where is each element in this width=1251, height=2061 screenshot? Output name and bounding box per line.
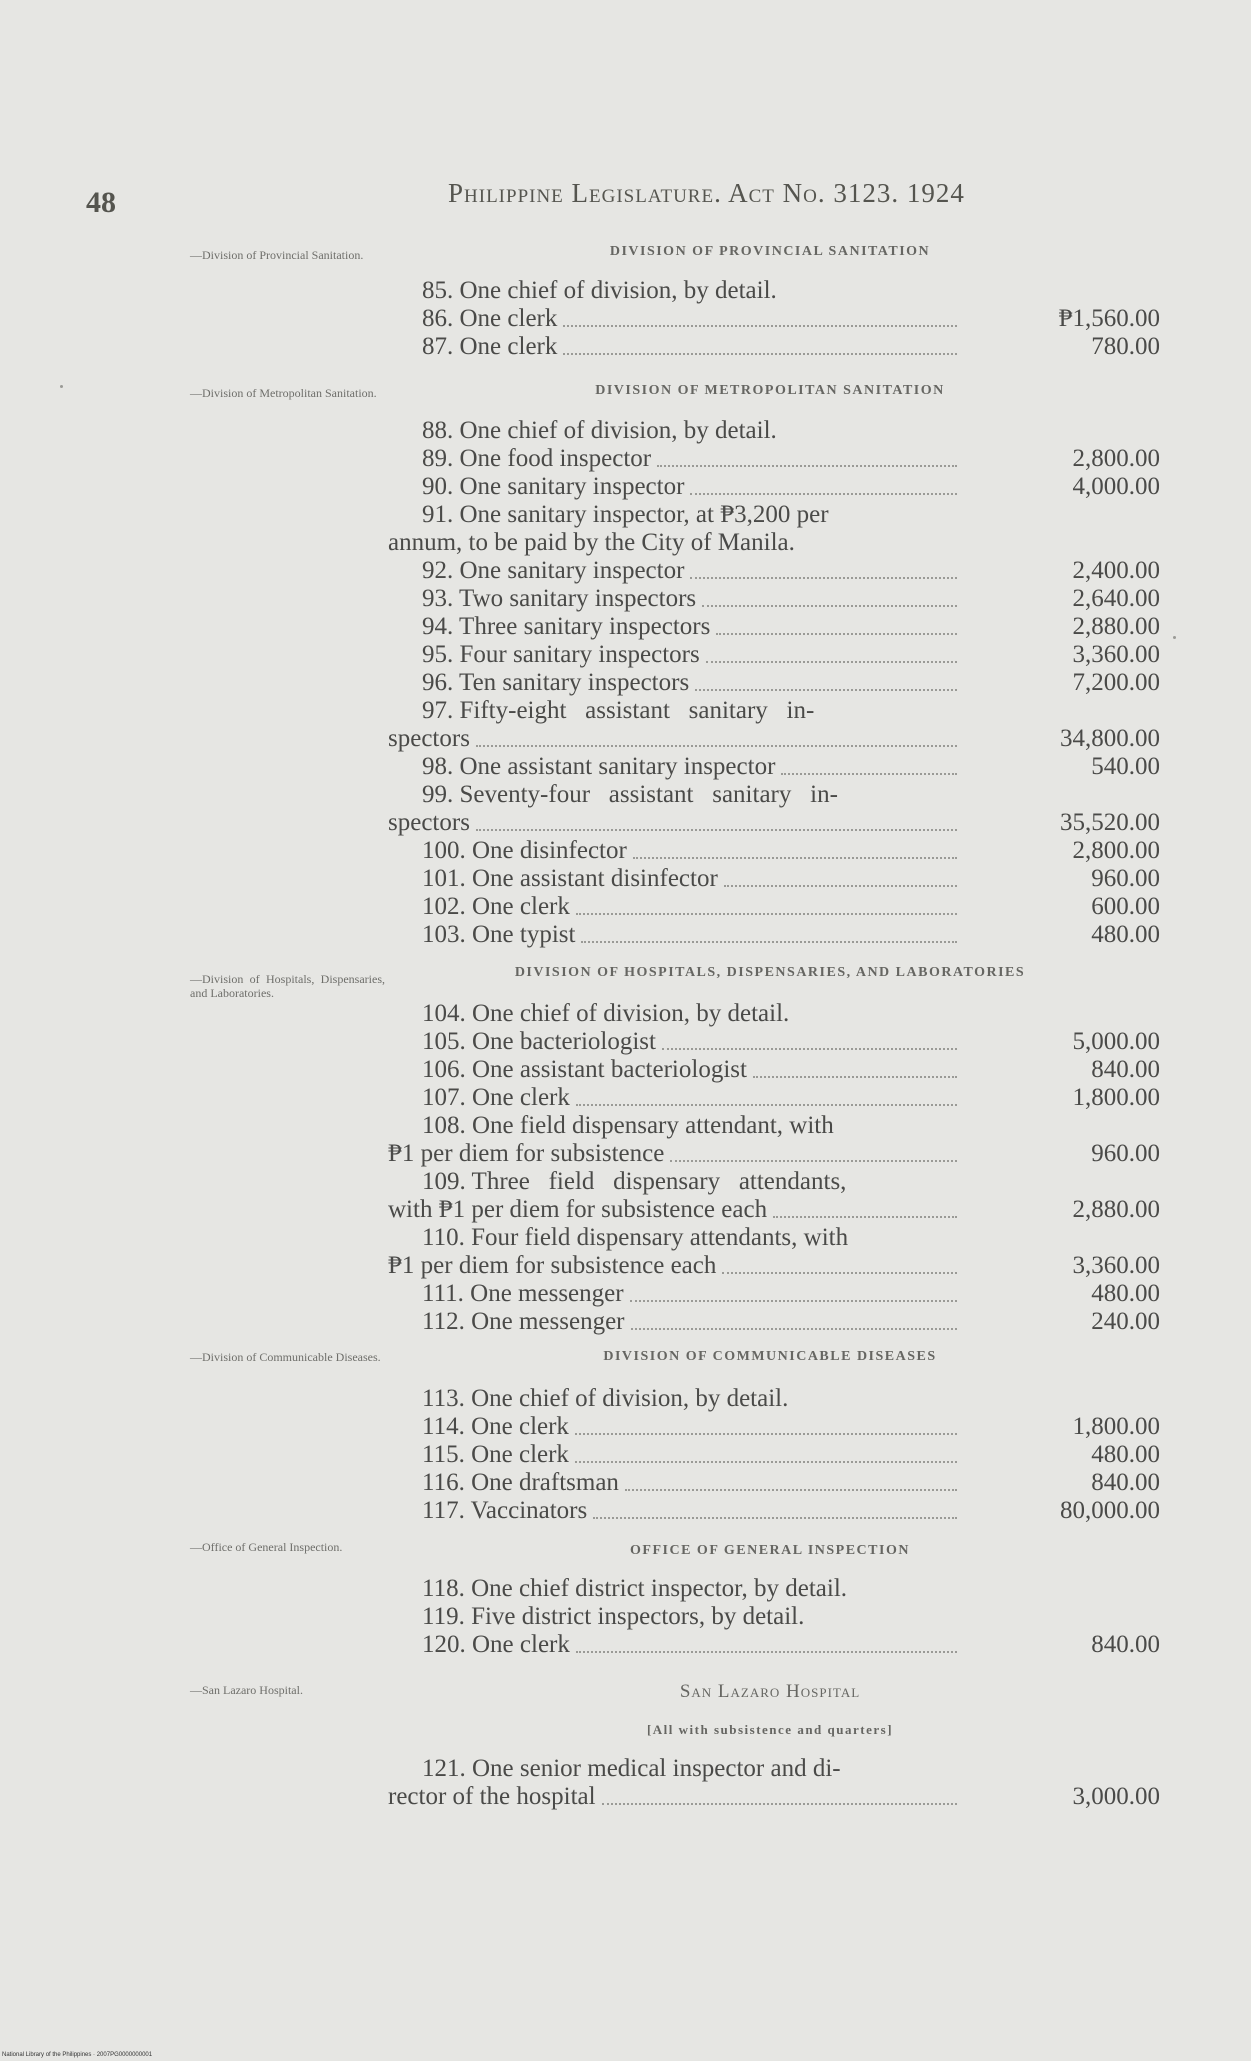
dot-leader	[581, 941, 957, 943]
line-item-text: 85. One chief of division, by detail.	[422, 277, 777, 304]
line-item	[388, 1576, 1160, 1603]
line-item	[388, 894, 1160, 921]
line-item-text: 106. One assistant bacteriologist	[422, 1056, 747, 1083]
line-item-amount: 2,640.00	[1072, 585, 1160, 612]
line-item-text: 120. One clerk	[422, 1631, 570, 1658]
line-item-text: 97. Fifty-eight assistant sanitary in-	[422, 697, 815, 724]
line-item	[388, 1197, 1160, 1224]
line-item	[388, 1309, 1160, 1336]
line-item	[388, 1470, 1160, 1497]
line-item	[388, 1386, 1160, 1413]
line-item-amount: 1,800.00	[1072, 1084, 1160, 1111]
line-item-amount: 4,000.00	[1072, 473, 1160, 500]
line-item-text: 96. Ten sanitary inspectors	[422, 669, 690, 696]
dot-leader	[716, 633, 957, 635]
line-item-text: 95. Four sanitary inspectors	[422, 641, 700, 668]
line-item-amount: 1,800.00	[1072, 1413, 1160, 1440]
line-item	[388, 1085, 1160, 1112]
line-item-text: 107. One clerk	[422, 1084, 570, 1111]
dot-leader	[602, 1803, 957, 1805]
line-item-text: 121. One senior medical inspector and di-	[422, 1755, 841, 1782]
dot-leader	[563, 353, 957, 355]
scan-speck	[60, 385, 63, 388]
line-item-text: 105. One bacteriologist	[422, 1028, 656, 1055]
line-item-amount: 80,000.00	[1060, 1497, 1160, 1524]
line-item-amount: 600.00	[1091, 893, 1160, 920]
dot-leader	[576, 913, 957, 915]
line-item	[388, 1253, 1160, 1280]
dot-leader	[690, 493, 957, 495]
line-item-amount: 480.00	[1091, 1441, 1160, 1468]
line-item	[388, 418, 1160, 445]
line-item-text: 114. One clerk	[422, 1413, 569, 1440]
line-item	[388, 698, 1160, 725]
dot-leader	[625, 1489, 957, 1491]
line-item-text: 89. One food inspector	[422, 445, 652, 472]
scan-footer: National Library of the Philippines · 2007PG0000000001	[2, 2052, 153, 2058]
line-item-amount: 34,800.00	[1060, 725, 1160, 752]
line-item-amount: ₱1,560.00	[1058, 305, 1160, 332]
line-item	[388, 502, 1160, 529]
line-item-amount: 780.00	[1091, 333, 1160, 360]
dot-leader	[633, 857, 957, 859]
line-item	[388, 1632, 1160, 1659]
line-item-text: 103. One typist	[422, 921, 576, 948]
line-item	[388, 922, 1160, 949]
line-item	[388, 1169, 1160, 1196]
line-item-amount: 240.00	[1091, 1308, 1160, 1335]
dot-leader	[706, 661, 957, 663]
line-item-amount: 840.00	[1091, 1631, 1160, 1658]
line-item-text: 116. One draftsman	[422, 1469, 619, 1496]
line-item	[388, 1784, 1160, 1811]
running-head: Philippine Legislature. Act No. 3123. 1924	[448, 178, 965, 208]
dot-leader	[781, 773, 957, 775]
line-item	[388, 1057, 1160, 1084]
section-heading: DIVISION OF METROPOLITAN SANITATION	[595, 383, 945, 398]
dot-leader	[575, 1461, 957, 1463]
line-item	[388, 1604, 1160, 1631]
line-item-text: 93. Two sanitary inspectors	[422, 585, 697, 612]
line-item	[388, 1113, 1160, 1140]
line-item-text: 111. One messenger	[422, 1280, 624, 1307]
line-item	[388, 1001, 1160, 1028]
line-item-amount: 3,000.00	[1072, 1783, 1160, 1810]
line-item	[388, 558, 1160, 585]
sidenote-san-lazaro: —San Lazaro Hospital.	[190, 1683, 303, 1697]
line-item-amount: 2,400.00	[1072, 557, 1160, 584]
line-item-amount: 2,800.00	[1072, 445, 1160, 472]
line-item-text: 98. One assistant sanitary inspector	[422, 753, 776, 780]
section-heading: DIVISION OF PROVINCIAL SANITATION	[609, 244, 931, 259]
line-item-text: 88. One chief of division, by detail.	[422, 417, 777, 444]
line-item-text: 115. One clerk	[422, 1441, 569, 1468]
line-item	[388, 1225, 1160, 1252]
line-item-text: 91. One sanitary inspector, at ₱3,200 per	[422, 501, 829, 528]
line-item	[388, 866, 1160, 893]
section-heading: OFFICE OF GENERAL INSPECTION	[630, 1543, 910, 1558]
line-item	[388, 586, 1160, 613]
line-item-text: with ₱1 per diem for subsistence each	[388, 1196, 768, 1223]
line-item	[388, 474, 1160, 501]
scan-speck	[1173, 636, 1176, 639]
line-item-amount: 480.00	[1091, 1280, 1160, 1307]
line-item	[388, 642, 1160, 669]
line-item-text: 101. One assistant disinfector	[422, 865, 718, 892]
dot-leader	[662, 1048, 957, 1050]
line-item	[388, 1281, 1160, 1308]
dot-leader	[702, 605, 957, 607]
line-item	[388, 1414, 1160, 1441]
line-item	[388, 754, 1160, 781]
line-item-amount: 480.00	[1091, 921, 1160, 948]
line-item-text: ₱1 per diem for subsistence each	[388, 1252, 717, 1279]
line-item-text: 99. Seventy-four assistant sanitary in-	[422, 781, 838, 808]
line-item-amount: 3,360.00	[1072, 641, 1160, 668]
line-item-text: 100. One disinfector	[422, 837, 627, 864]
line-item-amount: 5,000.00	[1072, 1028, 1160, 1055]
line-item-text: 119. Five district inspectors, by detail.	[422, 1603, 805, 1630]
section-heading: San Lazaro Hospital	[679, 1681, 861, 1702]
section-heading: DIVISION OF COMMUNICABLE DISEASES	[603, 1349, 937, 1364]
line-item-text: 118. One chief district inspector, by detail.	[422, 1575, 848, 1602]
line-item-amount: 540.00	[1091, 753, 1160, 780]
line-item-text: 90. One sanitary inspector	[422, 473, 685, 500]
line-item-text: ₱1 per diem for subsistence	[388, 1140, 665, 1167]
line-item-text: 87. One clerk	[422, 333, 558, 360]
dot-leader	[476, 745, 957, 747]
line-item	[388, 1442, 1160, 1469]
line-item	[388, 278, 1160, 305]
line-item-text: 108. One field dispensary attendant, with	[422, 1112, 834, 1139]
dot-leader	[695, 689, 957, 691]
dot-leader	[722, 1272, 957, 1274]
dot-leader	[657, 465, 957, 467]
dot-leader	[753, 1076, 957, 1078]
line-item	[388, 1141, 1160, 1168]
line-item-text: 112. One messenger	[422, 1308, 625, 1335]
sidenote-general-inspection: —Office of General Inspection.	[190, 1540, 343, 1554]
line-item	[388, 782, 1160, 809]
section-heading: DIVISION OF HOSPITALS, DISPENSARIES, AND LABORATORIES	[514, 965, 1026, 980]
line-item	[388, 614, 1160, 641]
line-item-text: 94. Three sanitary inspectors	[422, 613, 711, 640]
line-item-amount: 2,800.00	[1072, 837, 1160, 864]
line-item-text: rector of the hospital	[388, 1783, 596, 1810]
dot-leader	[593, 1517, 957, 1519]
line-item-text: annum, to be paid by the City of Manila.	[388, 529, 795, 556]
line-item-text: 92. One sanitary inspector	[422, 557, 685, 584]
line-item-amount: 35,520.00	[1060, 809, 1160, 836]
line-item	[388, 1756, 1160, 1783]
line-item-text: spectors	[388, 809, 470, 836]
line-item-text: 109. Three field dispensary attendants,	[422, 1168, 847, 1195]
line-item	[388, 306, 1160, 333]
line-item-text: 86. One clerk	[422, 305, 558, 332]
line-item	[388, 530, 1160, 557]
line-item	[388, 810, 1160, 837]
line-item-amount: 7,200.00	[1072, 669, 1160, 696]
line-item-text: 102. One clerk	[422, 893, 570, 920]
line-item	[388, 1029, 1160, 1056]
line-item	[388, 334, 1160, 361]
line-item-amount: 960.00	[1091, 1140, 1160, 1167]
sidenote-communicable: —Division of Communicable Diseases.	[190, 1350, 381, 1364]
dot-leader	[575, 1433, 957, 1435]
dot-leader	[563, 325, 957, 327]
sidenote-metropolitan: —Division of Metropolitan Sanitation.	[190, 386, 377, 400]
dot-leader	[773, 1216, 957, 1218]
page-number: 48	[86, 186, 116, 219]
dot-leader	[630, 1300, 957, 1302]
line-item-text: 117. Vaccinators	[422, 1497, 588, 1524]
line-item	[388, 670, 1160, 697]
dot-leader	[476, 829, 957, 831]
section-note: [All with subsistence and quarters]	[646, 1722, 894, 1737]
line-item-text: 113. One chief of division, by detail.	[422, 1385, 789, 1412]
line-item	[388, 726, 1160, 753]
line-item-amount: 2,880.00	[1072, 613, 1160, 640]
line-item-text: spectors	[388, 725, 470, 752]
sidenote-hospitals: —Division of Hospitals, Dispensaries, and Laboratories.	[190, 972, 385, 1000]
dot-leader	[631, 1328, 957, 1330]
line-item-text: 110. Four field dispensary attendants, with	[422, 1224, 849, 1251]
line-item	[388, 446, 1160, 473]
line-item-amount: 840.00	[1091, 1469, 1160, 1496]
dot-leader	[670, 1160, 957, 1162]
dot-leader	[576, 1651, 957, 1653]
line-item	[388, 838, 1160, 865]
line-item-amount: 2,880.00	[1072, 1196, 1160, 1223]
line-item-amount: 960.00	[1091, 865, 1160, 892]
line-item-text: 104. One chief of division, by detail.	[422, 1000, 790, 1027]
line-item-amount: 3,360.00	[1072, 1252, 1160, 1279]
line-item	[388, 1498, 1160, 1525]
dot-leader	[576, 1104, 957, 1106]
line-item-amount: 840.00	[1091, 1056, 1160, 1083]
dot-leader	[724, 885, 957, 887]
dot-leader	[690, 577, 957, 579]
sidenote-provincial: —Division of Provincial Sanitation.	[190, 248, 364, 262]
